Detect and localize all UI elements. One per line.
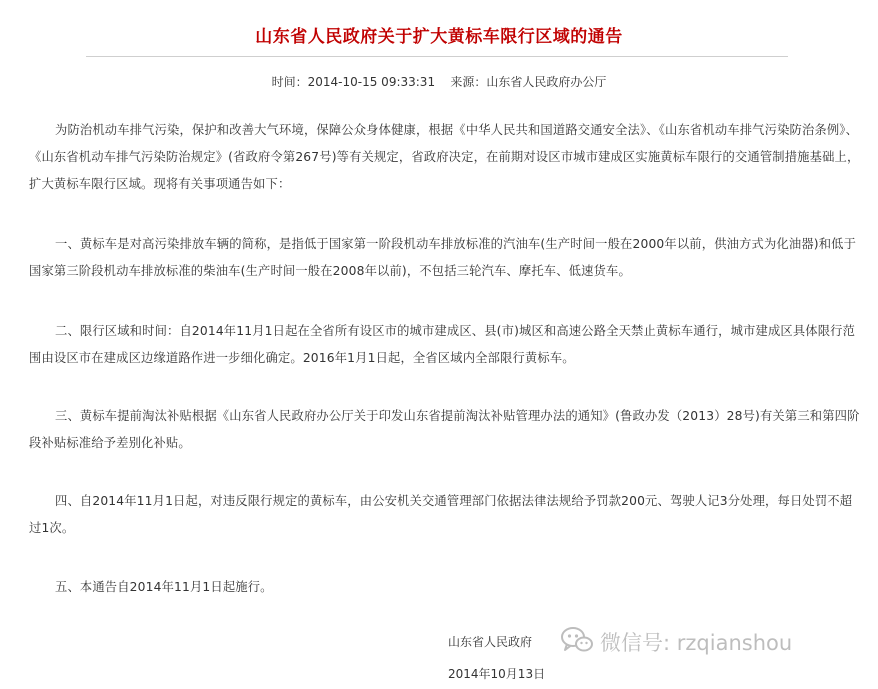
wechat-logo-icon [560, 625, 594, 659]
source-value: 山东省人民政府办公厅 [486, 75, 607, 89]
signature-issuer: 山东省人民政府 [448, 635, 533, 649]
paragraph-2: 二、限行区域和时间：自2014年11月1日起在全省所有设区市的城市建成区、县(市)城区和高速公路全天禁止黄标车通行，城市建成区具体限行范围由设区市在建成区边缘道路作进一步细化确定。2016年1月1日起，全省区域内全部限行黄标车。 [29, 324, 856, 365]
paragraph-3: 三、黄标车提前淘汰补贴根据《山东省人民政府办公厅关于印发山东省提前淘汰补贴管理办法的通知》(鲁政办发（2013）28号)有关第三和第四阶段补贴标准给予差别化补贴。 [29, 409, 860, 450]
watermark-text: 微信号: rzqianshou [600, 631, 793, 655]
signature-date: 2014年10月13日 [448, 667, 546, 681]
paragraph-5: 五、本通告自2014年11月1日起施行。 [55, 580, 273, 594]
title-divider [86, 56, 788, 57]
paragraph-intro: 为防治机动车排气污染，保护和改善大气环境，保障公众身体健康，根据《中华人民共和国道路交通安全法》、《山东省机动车排气污染防治条例》、《山东省机动车排气污染防治规定》(省政府令第267号)等有关规定，省政府决定，在前期对设区市城市建成区实施黄标车限行的交通管制措施基础上，扩大黄标车限行区域。现将有关事项通告如下： [29, 123, 860, 191]
paragraph-4: 四、自2014年11月1日起，对违反限行规定的黄标车，由公安机关交通管理部门依据法律法规给予罚款200元、驾驶人记3分处理，每日处罚不超过1次。 [29, 494, 853, 535]
article-meta [0, 73, 878, 90]
source-label: 来源： [450, 75, 487, 89]
watermark [560, 622, 792, 662]
time-value: 2014-10-15 09:33:31 [307, 75, 436, 89]
paragraph-1: 一、黄标车是对高污染排放车辆的简称，是指低于国家第一阶段机动车排放标准的汽油车(生产时间一般在2000年以前，供油方式为化油器)和低于国家第三阶段机动车排放标准的柴油车(生产时间一般在2008年以前)，不包括三轮汽车、摩托车、低速货车。 [29, 237, 857, 278]
time-label: 时间： [271, 75, 308, 89]
article-title: 山东省人民政府关于扩大黄标车限行区域的通告 [255, 27, 623, 47]
